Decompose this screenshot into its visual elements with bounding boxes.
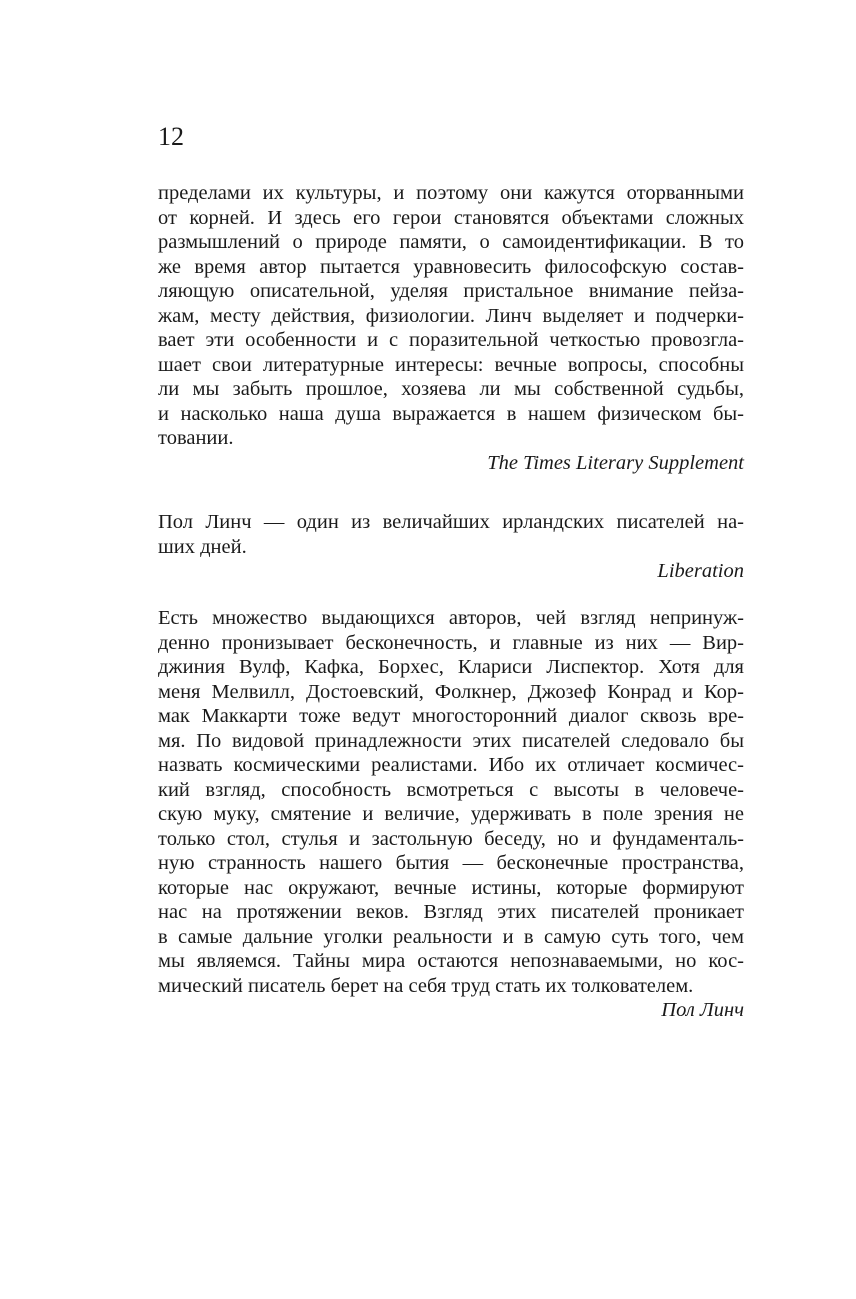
review-quote-times: [158, 181, 744, 475]
quote-line: мя. По видовой принадлежности этих писателей следовало бы: [158, 729, 744, 752]
quote-line: ляющую описательной, уделяя пристальное внимание пейза-: [158, 280, 744, 302]
quote-line: мак Маккарти тоже ведут многосторонний диалог сквозь вре-: [158, 705, 744, 727]
quote-line: меня Мелвилл, Достоевский, Фолкнер, Джозеф Конрад и Кор-: [158, 680, 744, 703]
quote-line: шает свои литературные интересы: вечные вопросы, способны: [158, 353, 744, 376]
quote-line: назвать космическими реалистами. Ибо их отличает космичес-: [158, 754, 744, 776]
quote-line: от корней. И здесь его герои становятся объектами сложных: [158, 206, 744, 229]
quote-line: мический писатель берет на себя труд стать их толкователем.: [158, 974, 694, 997]
review-quote-liberation: [158, 510, 744, 584]
quote-line: нас на протяжении веков. Взгляд этих писателей проникает: [158, 901, 744, 923]
quote-line: которые нас окружают, вечные истины, которые формируют: [158, 876, 744, 899]
quote-line: пределами их культуры, и поэтому они кажутся оторванными: [158, 182, 744, 204]
page-number: 12: [158, 122, 184, 151]
quote-line: ли мы забыть прошлое, хозяева ли мы собственной судьбы,: [158, 378, 744, 400]
quote-line: ших дней.: [158, 535, 247, 558]
quote-line: же время автор пытается уравновесить философскую состав-: [158, 255, 744, 278]
quote-line: кий взгляд, способность всмотреться с высоты в человече-: [158, 778, 744, 801]
quote-line: и насколько наша душа выражается в нашем физическом бы-: [158, 402, 744, 425]
quote-source: Liberation: [657, 560, 744, 582]
quote-line: ную странность нашего бытия — бесконечные пространства,: [158, 852, 744, 874]
quote-line: жам, месту действия, физиологии. Линч выделяет и подчерки-: [158, 304, 744, 327]
quote-line: вает эти особенности и с поразительной четкостью провозгла-: [158, 329, 744, 351]
quote-line: размышлений о природе памяти, о самоидентификации. В то: [158, 231, 744, 253]
quote-line: Пол Линч — один из величайших ирландских писателей на-: [158, 511, 744, 533]
quote-line: только стол, стулья и застольную беседу, но и фундаменталь-: [158, 827, 744, 850]
quote-line: мы являемся. Тайны мира остаются непознаваемыми, но кос-: [158, 950, 744, 972]
quote-line: Есть множество выдающихся авторов, чей взгляд непринуж-: [158, 607, 744, 629]
quote-line: товании.: [158, 427, 234, 449]
author-quote: [158, 606, 744, 1023]
quote-line: скую муку, смятение и величие, удерживать в поле зрения не: [158, 803, 744, 825]
quote-line: денно пронизывает бесконечность, и главные из них — Вир-: [158, 631, 744, 654]
quote-line: джиния Вулф, Кафка, Борхес, Клариси Лиспектор. Хотя для: [158, 656, 744, 678]
quote-line: в самые дальние уголки реальности и в самую суть того, чем: [158, 925, 744, 948]
quote-source: Пол Линч: [661, 999, 744, 1021]
quote-source: The Times Literary Supplement: [487, 451, 744, 474]
